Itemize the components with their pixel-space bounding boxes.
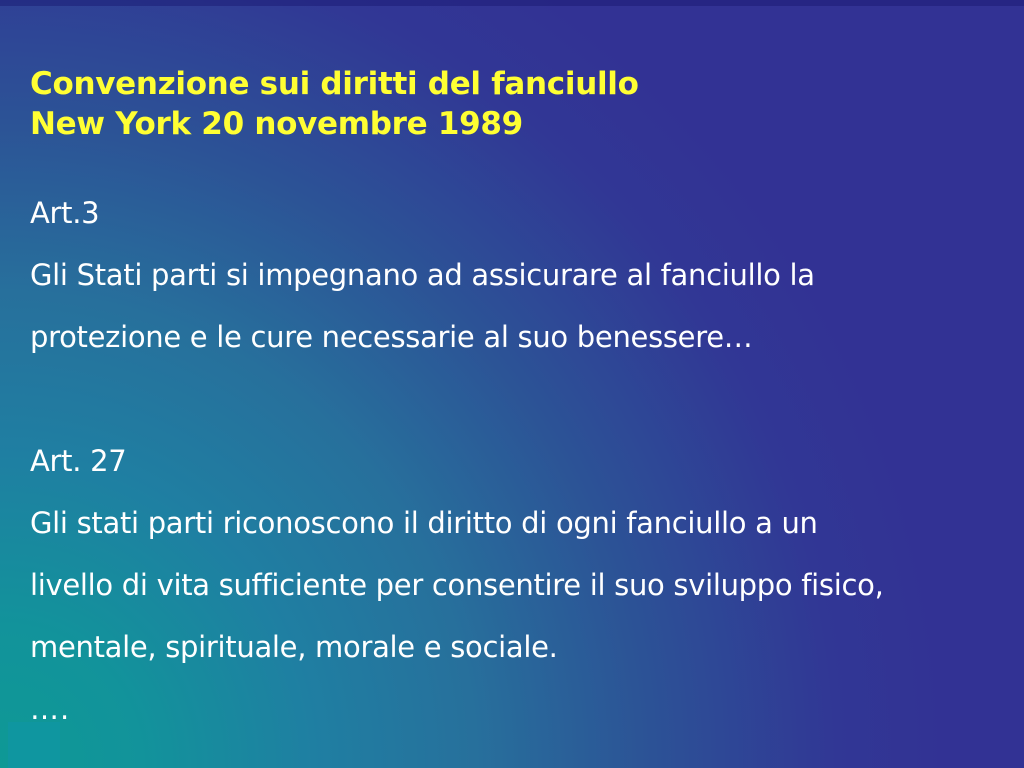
trailing-ellipsis: …. — [30, 692, 71, 726]
blank-line-spacer — [30, 368, 1024, 430]
slide-top-band — [0, 0, 1024, 6]
section-art3-line-2: protezione e le cure necessarie al suo benessere… — [30, 320, 753, 354]
section-art3-line-1: Gli Stati parti si impegnano ad assicurare al fanciullo la — [30, 258, 815, 292]
section-art27-line-1: Gli stati parti riconoscono il diritto di ogni fanciullo a un — [30, 506, 818, 540]
slide-title — [30, 64, 639, 144]
section-heading-art27: Art. 27 — [30, 444, 127, 478]
title-line-2: New York 20 novembre 1989 — [30, 106, 523, 142]
section-heading-art3: Art.3 — [30, 196, 100, 230]
title-line-1: Convenzione sui diritti del fanciullo — [30, 66, 639, 102]
section-art27-line-2: livello di vita sufficiente per consentire il suo sviluppo fisico, — [30, 568, 884, 602]
section-art27-line-3: mentale, spirituale, morale e sociale. — [30, 630, 558, 664]
slide-body — [30, 182, 1024, 740]
